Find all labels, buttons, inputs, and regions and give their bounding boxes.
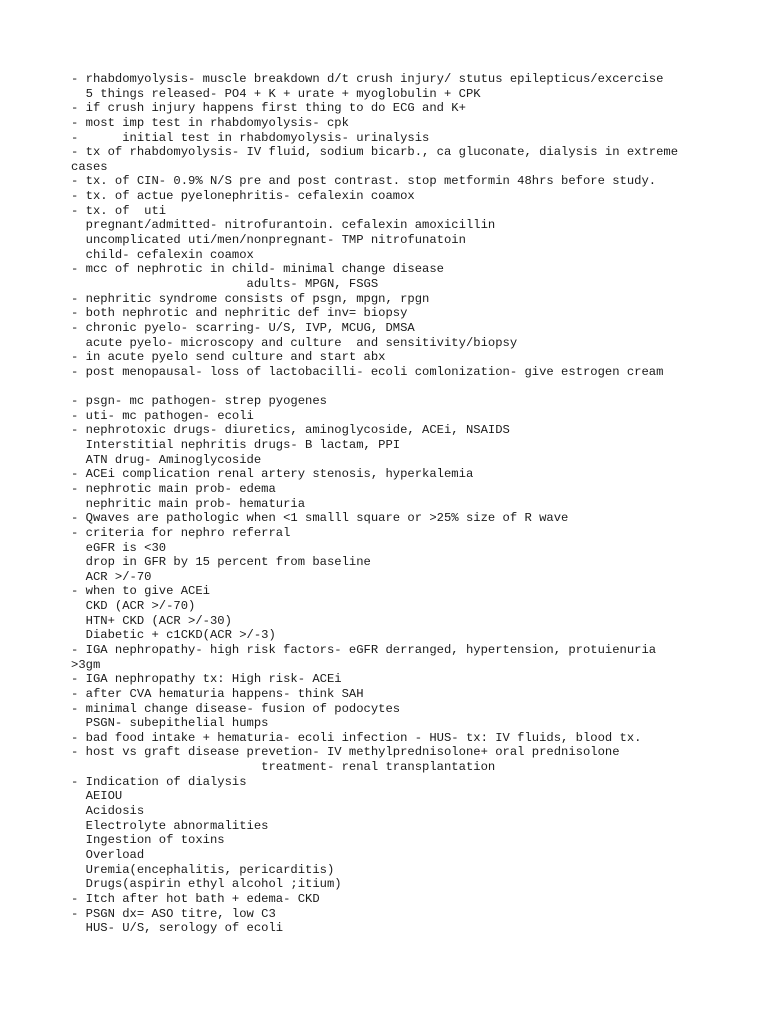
document-body [71,72,711,936]
text-line: CKD (ACR >/-70) [71,599,196,614]
text-line: - after CVA hematuria happens- think SAH [71,686,364,701]
text-line: - minimal change disease- fusion of podocytes [71,701,401,716]
text-line: - host vs graft disease prevetion- IV methylprednisolone+ oral prednisolone [71,745,620,760]
text-line: eGFR is <30 [71,540,167,555]
text-line: adults- MPGN, FSGS [71,276,379,291]
text-line: pregnant/admitted- nitrofurantoin. cefalexin amoxicillin [71,218,496,233]
text-line: PSGN- subepithelial humps [71,716,269,731]
text-line: HTN+ CKD (ACR >/-30) [71,613,232,628]
text-line: - if crush injury happens first thing to do ECG and K+ [71,101,466,116]
text-line: - both nephrotic and nephritic def inv= biopsy [71,306,408,321]
text-line: 5 things released- PO4 + K + urate + myoglobulin + CPK [71,86,481,101]
text-line: acute pyelo- microscopy and culture and sensitivity/biopsy [71,335,518,350]
text-line: - most imp test in rhabdomyolysis- cpk [71,115,349,130]
text-line: uncomplicated uti/men/nonpregnant- TMP nitrofunatoin [71,233,466,248]
text-line: - chronic pyelo- scarring- U/S, IVP, MCUG, DMSA [71,320,415,335]
text-line: drop in GFR by 15 percent from baseline [71,555,371,570]
text-line: - Qwaves are pathologic when <1 smalll square or >25% size of R wave [71,511,569,526]
text-line: child- cefalexin coamox [71,247,254,262]
text-line: - initial test in rhabdomyolysis- urinalysis [71,130,430,145]
text-line: - tx. of actue pyelonephritis- cefalexin coamox [71,189,415,204]
text-line: - nephrotoxic drugs- diuretics, aminoglycoside, ACEi, NSAIDS [71,423,510,438]
text-line: - tx. of CIN- 0.9% N/S pre and post contrast. stop metformin 48hrs before study. [71,174,657,189]
text-line: - psgn- mc pathogen- strep pyogenes [71,394,327,409]
text-line: - bad food intake + hematuria- ecoli infection - HUS- tx: IV fluids, blood tx. [71,730,642,745]
text-line: - IGA nephropathy- high risk factors- eGFR derranged, hypertension, protuienuria [71,642,657,657]
text-line: ACR >/-70 [71,569,152,584]
text-line: - uti- mc pathogen- ecoli [71,408,254,423]
text-line: Overload [71,847,145,862]
text-line: treatment- renal transplantation [71,760,496,775]
text-line: HUS- U/S, serology of ecoli [71,921,284,936]
text-line: - PSGN dx= ASO titre, low C3 [71,906,276,921]
text-line: - Itch after hot bath + edema- CKD [71,891,320,906]
text-line: - mcc of nephrotic in child- minimal change disease [71,262,444,277]
text-line: AEIOU [71,789,123,804]
text-line: - in acute pyelo send culture and start abx [71,350,386,365]
text-line: - when to give ACEi [71,584,210,599]
text-line: - ACEi complication renal artery stenosis, hyperkalemia [71,467,474,482]
text-line: nephritic main prob- hematuria [71,496,306,511]
text-line: - post menopausal- loss of lactobacilli- ecoli comlonization- give estrogen cream [71,364,664,379]
text-line: - nephritic syndrome consists of psgn, mpgn, rpgn [71,291,430,306]
text-line: Ingestion of toxins [71,833,225,848]
text-line: Electrolyte abnormalities [71,818,269,833]
text-line: - tx. of uti [71,203,167,218]
text-line: >3gm [71,657,101,672]
text-line: - Indication of dialysis [71,774,247,789]
text-line: Acidosis [71,804,145,819]
text-line: Drugs(aspirin ethyl alcohol ;itium) [71,877,342,892]
text-line: Interstitial nephritis drugs- B lactam, PPI [71,438,401,453]
text-line: cases [71,159,108,174]
text-line: Diabetic + c1CKD(ACR >/-3) [71,628,276,643]
text-line: - rhabdomyolysis- muscle breakdown d/t crush injury/ stutus epilepticus/excercise [71,72,664,86]
blank-line [71,379,711,394]
text-line: - nephrotic main prob- edema [71,481,276,496]
text-line: - IGA nephropathy tx: High risk- ACEi [71,672,342,687]
text-line: ATN drug- Aminoglycoside [71,452,262,467]
text-line: Uremia(encephalitis, pericarditis) [71,862,335,877]
text-line: - tx of rhabdomyolysis- IV fluid, sodium bicarb., ca gluconate, dialysis in extreme [71,145,679,160]
text-line: - criteria for nephro referral [71,525,291,540]
